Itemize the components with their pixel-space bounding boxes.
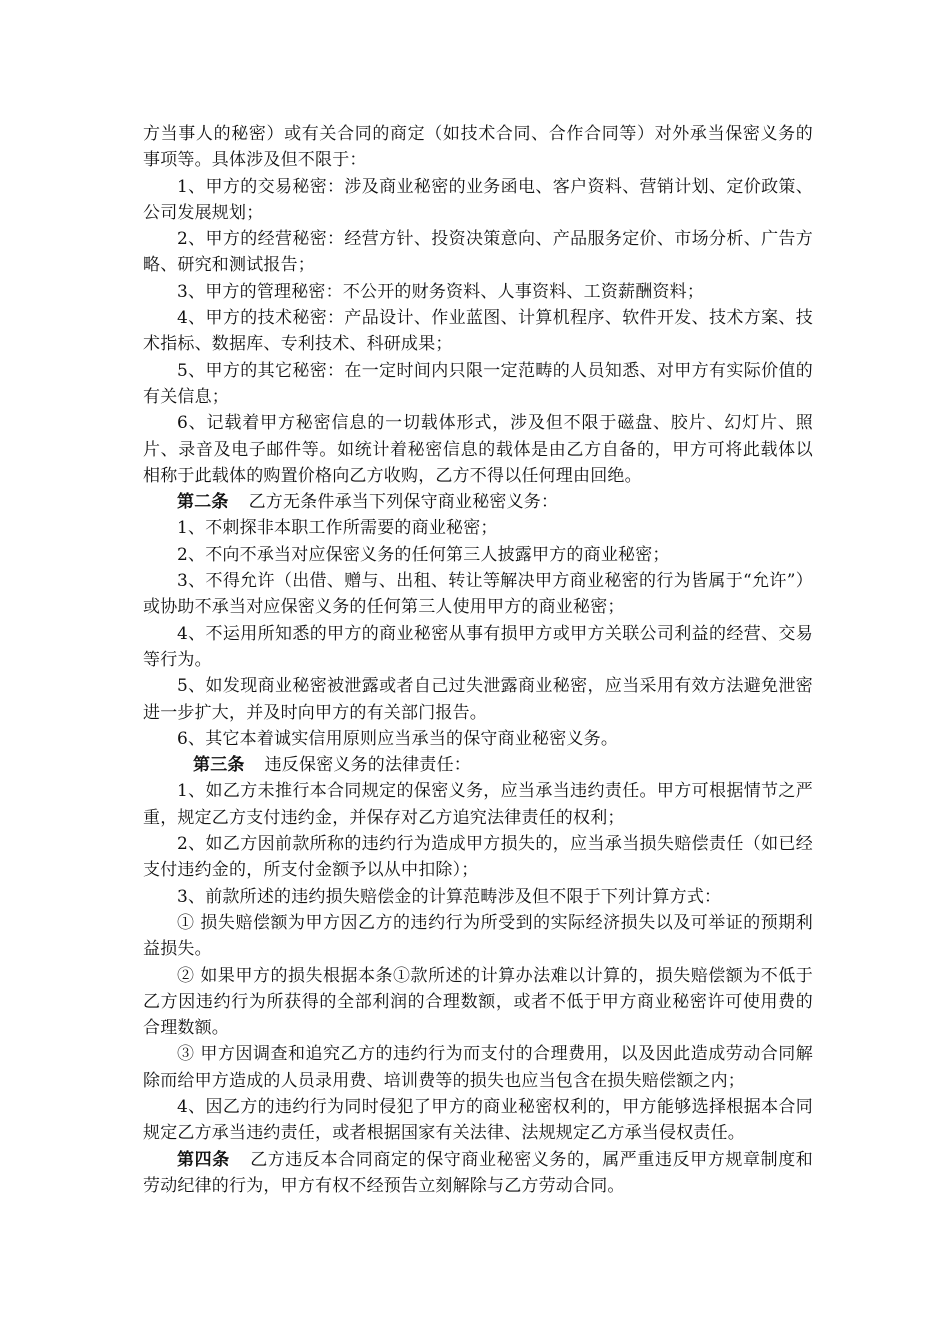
article-4-text: 乙方违反本合同商定的保守商业秘密义务的，属严重违反甲方规章制度和劳动纪律的行为，甲方有权不经预告立刻解除与乙方劳动合同。 <box>143 1149 813 1196</box>
list-item: 2、如乙方因前款所称的违约行为造成甲方损失的，应当承当损失赔偿责任（如已经支付违约金的，所支付金额予以从中扣除）； <box>143 834 813 881</box>
article-3-title: 第三条 <box>193 755 245 776</box>
article-3 <box>143 752 813 778</box>
list-item: 2、甲方的经营秘密：经营方针、投资决策意向、产品服务定价、市场分析、广告方略、研究和测试报告； <box>143 229 813 276</box>
article-4-title: 第四条 <box>177 1149 230 1170</box>
article-4 <box>143 1147 813 1200</box>
list-item: ② 如果甲方的损失根据本条①款所述的计算办法难以计算的，损失赔偿额为不低于乙方因违约行为所获得的全部利润的合理数额，或者不低于甲方商业秘密许可使用费的合理数额。 <box>143 965 813 1039</box>
list-item: 5、如发现商业秘密被泄露或者自己过失泄露商业秘密，应当采用有效方法避免泄密进一步扩大，并及时向甲方的有关部门报告。 <box>143 676 813 723</box>
article-2-text: 乙方无条件承当下列保守商业秘密义务： <box>248 492 559 513</box>
list-item: 3、不得允许（出借、赠与、出租、转让等解决甲方商业秘密的行为皆属于“允许”）或协助不承当对应保密义务的任何第三人使用甲方的商业秘密； <box>143 571 813 618</box>
list-item: 4、不运用所知悉的甲方的商业秘密从事有损甲方或甲方关联公司利益的经营、交易等行为。 <box>143 623 813 670</box>
list-item: 4、因乙方的违约行为同时侵犯了甲方的商业秘密权利的，甲方能够选择根据本合同规定乙方承当违约责任，或者根据国家有关法律、法规规定乙方承当侵权责任。 <box>143 1096 813 1144</box>
list-item: 2、不向不承当对应保密义务的任何第三人披露甲方的商业秘密； <box>177 544 670 565</box>
list-item: ① 损失赔偿额为甲方因乙方的违约行为所受到的实际经济损失以及可举证的预期利益损失。 <box>143 912 813 960</box>
list-item: 3、甲方的管理秘密：不公开的财务资料、人事资料、工资薪酬资料； <box>177 281 705 302</box>
list-item: 1、甲方的交易秘密：涉及商业秘密的业务函电、客户资料、营销计划、定价政策、公司发展规划； <box>143 176 813 223</box>
article-2-title: 第二条 <box>177 492 229 513</box>
list-item: 3、前款所述的违约损失赔偿金的计算范畴涉及但不限于下列计算方式： <box>177 886 722 907</box>
list-item: 6、其它本着诚实信用原则应当承当的保守商业秘密义务。 <box>177 728 619 749</box>
article-2 <box>143 489 813 515</box>
article-3-text: 违反保密义务的法律责任： <box>264 755 472 776</box>
list-item: 1、如乙方未推行本合同规定的保密义务，应当承当违约责任。甲方可根据情节之严重，规定乙方支付违约金，并保存对乙方追究法律责任的权利； <box>143 781 813 828</box>
list-item: 6、记载着甲方秘密信息的一切载体形式，涉及但不限于磁盘、胶片、幻灯片、照片、录音及电子邮件等。如统计着秘密信息的载体是由乙方自备的，甲方可将此载体以相称于此载体的购置价格向乙方收购，乙方不得以任何理由回绝。 <box>143 413 813 486</box>
document-page <box>143 121 813 1199</box>
list-item: 4、甲方的技术秘密：产品设计、作业蓝图、计算机程序、软件开发、技术方案、技术指标、数据库、专利技术、科研成果； <box>143 308 813 355</box>
paragraph-intro: 方当事人的秘密）或有关合同的商定（如技术合同、合作合同等）对外承当保密义务的事项等。具体涉及但不限于： <box>143 124 813 171</box>
list-item: 5、甲方的其它秘密：在一定时间内只限一定范畴的人员知悉、对甲方有实际价值的有关信息； <box>143 360 813 407</box>
list-item: ③ 甲方因调查和追究乙方的违约行为而支付的合理费用，以及因此造成劳动合同解除而给甲方造成的人员录用费、培训费等的损失也应当包含在损失赔偿额之内； <box>143 1044 813 1091</box>
list-item: 1、不刺探非本职工作所需要的商业秘密； <box>177 518 498 539</box>
